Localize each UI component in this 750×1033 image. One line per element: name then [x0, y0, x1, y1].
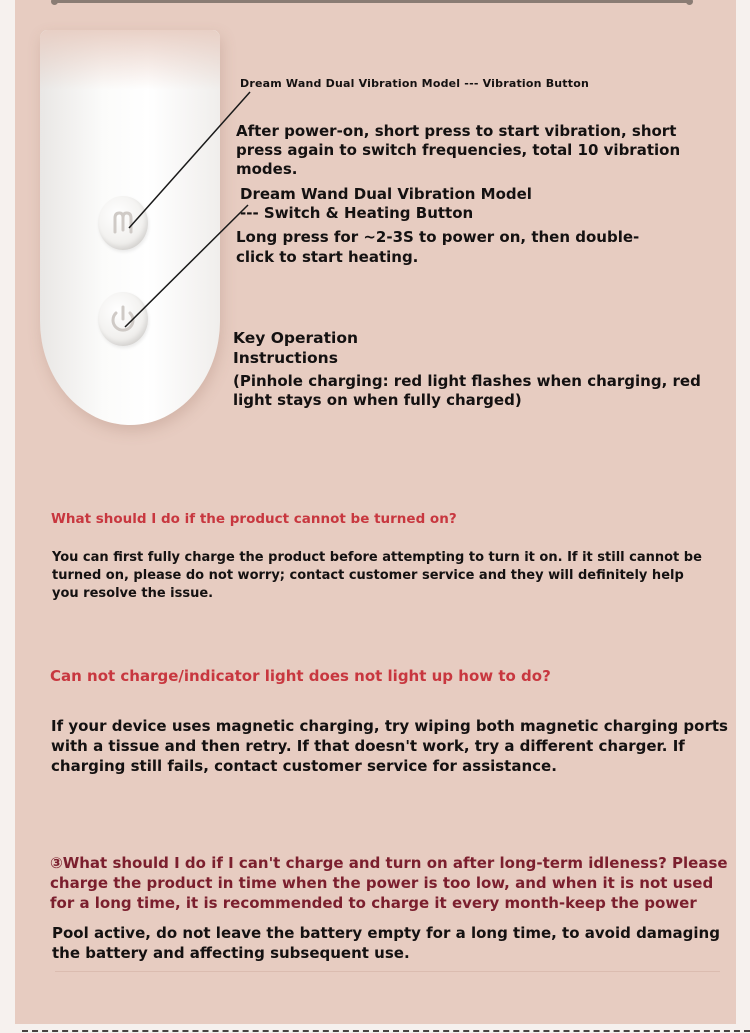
faq-question-1: What should I do if the product cannot be turned on?: [51, 511, 457, 527]
key-operation-title: Key Operation Instructions: [233, 329, 359, 367]
faq-answer-2: If your device uses magnetic charging, try wiping both magnetic charging ports with a tissue and then retry. If that doesn't work, try a different charger. If charging still fails, contact customer service for assistance.: [51, 717, 728, 775]
bottom-divider: [55, 971, 720, 972]
switch-button-description: Long press for ~2-3S to power on, then double-click to start heating.: [236, 228, 640, 266]
faq-question-2: Can not charge/indicator light does not light up how to do?: [50, 667, 551, 685]
dashed-cut-line: [22, 1030, 750, 1032]
vibration-button-description: After power-on, short press to start vibration, short press again to switch frequencies, total 10 vibration modes.: [236, 122, 681, 178]
faq-question-3: ③What should I do if I can't charge and turn on after long-term idleness? Please charge the product in time when the power is too low, and when it is not used for a long time, it is recommended to charge it every month-keep the power: [50, 854, 728, 912]
faq-answer-1: You can first fully charge the product before attempting to turn it on. If it still cannot be turned on, please do not worry; contact customer service and they will definitely help you resolve the issue.: [52, 550, 702, 601]
switch-button-label: Dream Wand Dual Vibration Model --- Switch & Heating Button: [240, 185, 532, 222]
faq-answer-3: Pool active, do not leave the battery empty for a long time, to avoid damaging the battery and affecting subsequent use.: [52, 924, 720, 962]
vibration-leader-line: [129, 92, 250, 228]
vibration-button-label: Dream Wand Dual Vibration Model --- Vibration Button: [240, 77, 590, 90]
switch-leader-line: [125, 205, 248, 327]
charging-note: (Pinhole charging: red light flashes when charging, red light stays on when fully charged): [233, 372, 701, 409]
